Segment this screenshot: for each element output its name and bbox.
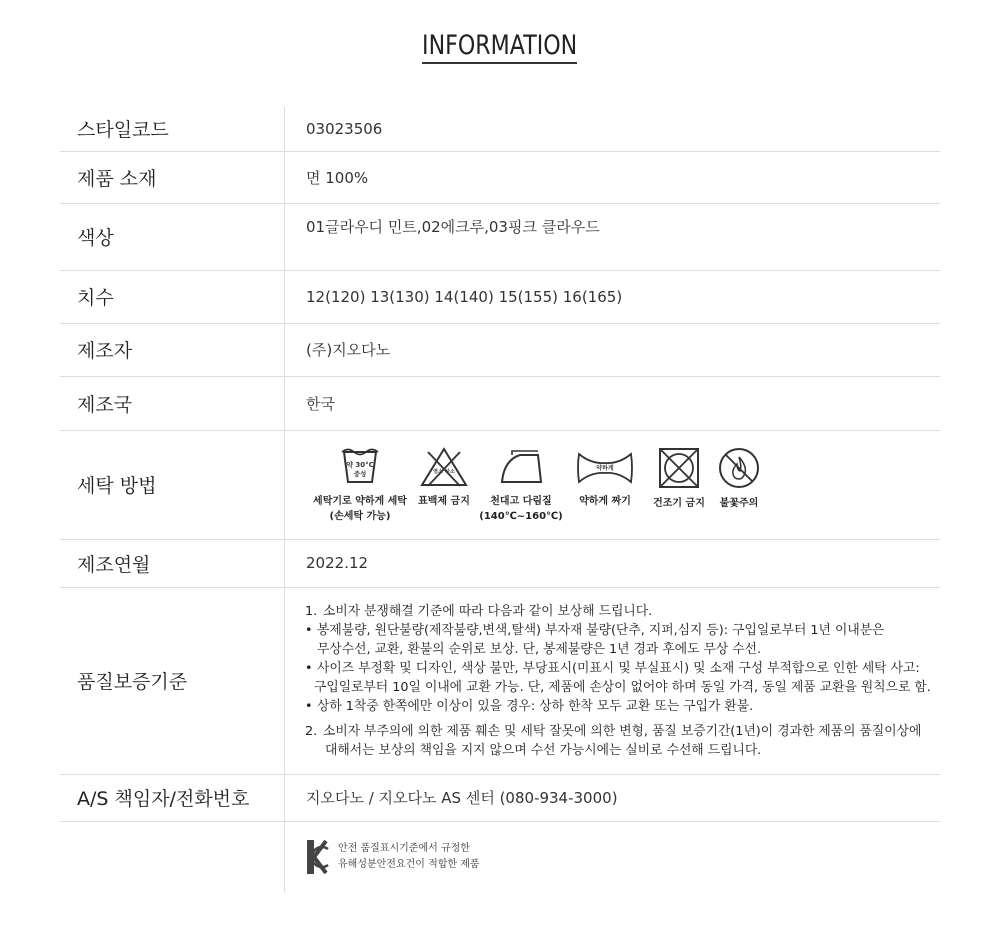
bullet-icon: • bbox=[305, 622, 313, 638]
care-label-sub: (140℃~160℃) bbox=[479, 510, 563, 522]
care-label: 약하게 짜기 bbox=[579, 495, 631, 507]
table-row bbox=[60, 270, 940, 323]
row-value: 01글라우디 민트,02에크루,03핑크 클라우드 bbox=[285, 203, 941, 270]
bullet-icon: • bbox=[305, 698, 313, 714]
care-item-bleach bbox=[410, 446, 478, 509]
care-item-wash bbox=[310, 446, 410, 524]
care-label: 불꽃주의 bbox=[719, 497, 759, 509]
kc-line-2: 유해성분안전요건이 적합한 제품 bbox=[338, 858, 480, 870]
row-value: 면 100% bbox=[285, 151, 941, 203]
row-label: 치수 bbox=[60, 270, 285, 323]
row-label: 품질보증기준 bbox=[60, 587, 285, 774]
warranty-text bbox=[305, 602, 940, 760]
wring-icon bbox=[575, 446, 635, 488]
row-value: 2022.12 bbox=[285, 539, 941, 587]
bullet-text: 상하 1착중 한쪽에만 이상이 있을 경우: 상하 한착 모두 교환 또는 구입가 환불. bbox=[317, 698, 754, 714]
warranty-bullet-1 bbox=[305, 621, 940, 659]
row-label: 제조자 bbox=[60, 323, 285, 376]
page-title bbox=[0, 30, 1000, 64]
row-label: 스타일코드 bbox=[60, 107, 285, 151]
care-label: 천대고 다림질 bbox=[490, 495, 552, 507]
item-text: 소비자 부주의에 의한 제품 훼손 및 세탁 잘못에 의한 변형, 품질 보증기간(1년)이 경과한 제품의 품질이상에 bbox=[323, 723, 922, 739]
info-table bbox=[60, 107, 940, 892]
no-tumble-dry-icon bbox=[657, 446, 701, 490]
flame-caution-icon bbox=[717, 446, 761, 490]
care-label: 세탁기로 약하게 세탁 bbox=[313, 495, 407, 507]
care-cell bbox=[285, 430, 941, 539]
title-text: INFORMATION bbox=[422, 30, 577, 64]
kc-line-1: 안전 품질표시기준에서 규정한 bbox=[338, 842, 470, 854]
oxygen-text: 산소 bbox=[445, 468, 455, 475]
warranty-cell bbox=[285, 587, 941, 774]
table-row bbox=[60, 151, 940, 203]
table-row bbox=[60, 774, 940, 821]
care-label: 건조기 금지 bbox=[653, 497, 705, 509]
warranty-bullet-2 bbox=[305, 659, 940, 697]
no-bleach-icon bbox=[419, 446, 469, 488]
warranty-item-2 bbox=[305, 722, 940, 760]
row-value: 12(120) 13(130) 14(140) 15(155) 16(165) bbox=[285, 270, 941, 323]
bullet-text: 무상수선, 교환, 환불의 순위로 보상. 단, 봉제불량은 1년 경과 후에도 무상 수선. bbox=[317, 641, 762, 657]
item-text: 대해서는 보상의 책임을 지지 않으며 수선 가능시에는 실비로 수선해 드립니다. bbox=[325, 742, 762, 758]
row-label: 세탁 방법 bbox=[60, 430, 285, 539]
kc-cell bbox=[285, 821, 941, 892]
iron-icon bbox=[498, 446, 544, 488]
warranty-bullet-3 bbox=[305, 697, 940, 716]
row-label-empty bbox=[60, 821, 285, 892]
chlorine-text: 염소 bbox=[433, 468, 443, 475]
row-label: 제조국 bbox=[60, 376, 285, 430]
item-number: 2. bbox=[305, 723, 318, 739]
wring-gentle-text: 약하게 bbox=[596, 464, 614, 472]
table-row bbox=[60, 821, 940, 892]
care-symbols bbox=[310, 446, 940, 524]
care-item-flame bbox=[712, 446, 766, 511]
item-number: 1. bbox=[305, 603, 318, 619]
row-value: 한국 bbox=[285, 376, 941, 430]
bullet-text: 구입일로부터 10일 이내에 교환 가능. 단, 제품에 손상이 없어야 하며 동일 가격, 동일 제품 교환을 원칙으로 함. bbox=[314, 679, 931, 695]
table-row bbox=[60, 376, 940, 430]
bullet-text: 봉제불량, 원단불량(제작불량,변색,탈색) 부자재 불량(단추, 지퍼,심지 등): 구입일로부터 1년 이내분은 bbox=[317, 622, 885, 638]
table-row bbox=[60, 323, 940, 376]
care-label: 표백제 금지 bbox=[418, 495, 470, 507]
row-value: (주)지오다노 bbox=[285, 323, 941, 376]
care-item-wring bbox=[564, 446, 646, 509]
kc-mark-icon bbox=[306, 839, 330, 875]
row-label: 색상 bbox=[60, 203, 285, 270]
table-row bbox=[60, 539, 940, 587]
row-value: 03023506 bbox=[285, 107, 941, 151]
care-label-sub: (손세탁 가능) bbox=[329, 510, 391, 522]
row-label: 제품 소재 bbox=[60, 151, 285, 203]
table-row bbox=[60, 430, 940, 539]
wash-tub-icon bbox=[340, 446, 380, 488]
item-text: 소비자 분쟁해결 기준에 따라 다음과 같이 보상해 드립니다. bbox=[323, 603, 653, 619]
row-value: 지오다노 / 지오다노 AS 센터 (080-934-3000) bbox=[285, 774, 941, 821]
care-item-dryer bbox=[646, 446, 712, 511]
kc-mark-text: KC bbox=[318, 858, 320, 860]
wash-temp-text: 약 30°C bbox=[346, 460, 374, 469]
bullet-icon: • bbox=[305, 660, 313, 676]
wash-detergent-text: 중성 bbox=[353, 469, 367, 478]
row-label: 제조연월 bbox=[60, 539, 285, 587]
table-row bbox=[60, 203, 940, 270]
row-label: A/S 책임자/전화번호 bbox=[60, 774, 285, 821]
kc-text bbox=[338, 841, 480, 873]
warranty-item-1 bbox=[305, 602, 940, 621]
kc-certification bbox=[306, 839, 940, 875]
bullet-text: 사이즈 부정확 및 디자인, 색상 불만, 부당표시(미표시 및 부실표시) 및 소재 구성 부적합으로 인한 세탁 사고: bbox=[317, 660, 920, 676]
care-item-iron bbox=[478, 446, 564, 524]
table-row bbox=[60, 107, 940, 151]
table-row bbox=[60, 587, 940, 774]
